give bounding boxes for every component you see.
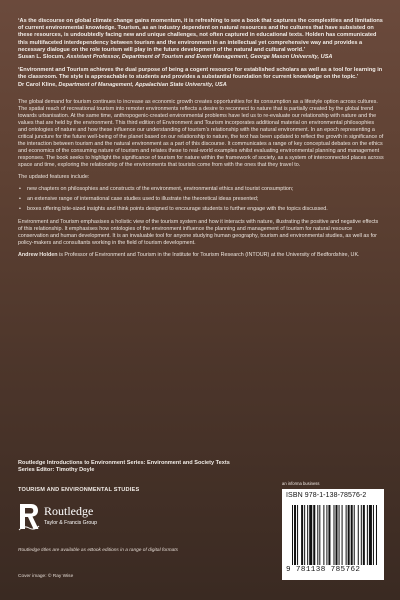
- barcode-bar: [328, 505, 330, 565]
- barcode-bar: [358, 505, 359, 565]
- barcode-bar: [351, 505, 353, 565]
- informa-tagline: an informa business: [282, 481, 320, 486]
- reviewer-role: Assistant Professor, Department of Tourism and Event Management, George Mason University, USA: [66, 54, 333, 61]
- barcode-image: [292, 505, 378, 565]
- barcode-bar: [339, 505, 340, 565]
- barcode-bar: [376, 505, 377, 565]
- barcode-bar: [307, 505, 308, 565]
- blurb-paragraph-2: Environment and Tourism emphasises a holistic view of the tourism system and how it interacts with nature, illustrating the positive and negative effects of this relationship. It emphasises how ontologies of the environment influence the planning and management of tourism for natural resource conservation and human development. It is an invaluable tool for anyone studying human geography, tourism and environmental studies, as well as for policy-makers and consultants working in the field of tourism development.: [18, 218, 379, 246]
- barcode-bar: [361, 505, 362, 565]
- subject-category: TOURISM AND ENVIRONMENTAL STUDIES: [18, 487, 140, 493]
- list-item: • new chapters on philosophies and constructs of the environment, environmental ethics and tourist consumption;: [27, 186, 384, 193]
- barcode-bar: [301, 505, 303, 565]
- isbn-panel: [282, 489, 384, 580]
- barcode-bar: [294, 505, 296, 565]
- barcode-area: [282, 481, 384, 580]
- ebook-note: Routledge titles are available as eBook editions in a range of digital formats: [18, 548, 178, 553]
- review-quote-text: ‘Environment and Tourism achieves the dual purpose of being a cogent resource for established scholars as well as a tool for learning in the classroom. The style is approachable to students and provides a substantial foundation for current knowledge on the topic.’: [18, 67, 383, 81]
- barcode-bar: [348, 505, 350, 565]
- blurb-paragraph-1: The global demand for tourism continues to increase as economic growth creates opportunities for its consumption as a lifestyle option across cultures. The spatial reach of recreational tourism into remoter environments reflects a desire to reconnect to nature that is partially created by the global trend towards urbanisation. At the same time, anthropogenic-created environmental problems have led us to re-evaluate our relationship with nature and the values that are held by the environment. This third edition of Environment and Tourism incorporates additional material on environmental philosophies and ontologies of nature and how these influence our understanding of tourism’s relationship with the natural environment. In an epoch representing a critical juncture for the future well-being of the planet based on our relationship to nature, the text has been updated to reflect the growth in significance of the interaction between tourism and the natural environment as a part of this discourse. It communicates a range of key conceptual debates on the ethics and economics of the consuming nature of tourism and relates these to real-world examples whilst evaluating environmental planning and management responses. The book seeks to highlight the significance of tourism for nature within the framework of society, as a system of interconnected places across space and time, exploring the relationship of the environments that tourists come from with the ones that they travel to.: [18, 98, 384, 168]
- barcode-bar: [342, 505, 343, 565]
- series-editor: Series Editor: Timothy Doyle: [18, 467, 95, 474]
- blurb: [18, 99, 384, 259]
- barcode-bar: [323, 505, 324, 565]
- barcode-bar: [319, 505, 320, 565]
- review-quote-1: [18, 18, 384, 61]
- reviewer-name: Susan L. Slocum,: [18, 54, 65, 61]
- barcode-bar: [317, 505, 318, 565]
- reviewer-name: Dr Carol Kline,: [18, 81, 57, 88]
- list-item: • an extensive range of international case studies used to illustrate the theoretical ideas presented;: [27, 196, 384, 203]
- review-quote-2: [18, 67, 384, 89]
- review-quote-text: ‘As the discourse on global climate change gains momentum, it is refreshing to see a book that captures the complexities and limitations of current environmental knowledge. Tourism, as an industry dependent on natural resources and the cultures that have subsisted on these resources, is undoubtedly facing new and unique challenges, not often captured in educational texts. Holden has communicated this multifaceted interdependency between tourism and the environment in an intellectual yet comprehensive way and provides a necessary dialogue on the role tourism will play in the future development of the natural and cultural world.’: [18, 18, 383, 53]
- publisher-logo: [18, 503, 138, 537]
- barcode-bar: [373, 505, 374, 565]
- series-info: [18, 460, 384, 474]
- features-intro: The updated features include:: [18, 173, 90, 180]
- barcode-bar: [292, 505, 293, 565]
- barcode-bar: [304, 505, 305, 565]
- publisher-group: Taylor & Francis Group: [44, 520, 98, 526]
- barcode-digits: 9 781138 785762: [286, 566, 361, 574]
- barcode-bar: [346, 505, 347, 565]
- author-bio: [18, 252, 384, 259]
- barcode-bar: [297, 505, 298, 565]
- barcode-bar: [363, 505, 365, 565]
- review-attribution: [18, 82, 384, 89]
- barcode-bar: [333, 505, 334, 565]
- cover-credit: Cover image: © Ray Wise: [18, 574, 74, 579]
- series-title: Routledge Introductions to Environment Series: Environment and Society Texts: [18, 460, 230, 466]
- text-column: [18, 18, 384, 264]
- review-attribution: [18, 54, 384, 61]
- list-item: • boxes offering bite-sized insights and think points designed to encourage students to further engage with the topics discussed.: [27, 206, 384, 213]
- barcode-bar: [309, 505, 312, 565]
- author-name: Andrew Holden: [18, 251, 58, 258]
- barcode-bar: [313, 505, 315, 565]
- publisher-name: Routledge: [44, 504, 94, 518]
- barcode-bar: [367, 505, 368, 565]
- author-bio-text: is Professor of Environment and Tourism in the Institute for Tourism Research (INTOUR) at the University of Bedfordshire, UK.: [57, 251, 360, 258]
- features-list: [18, 186, 384, 213]
- barcode-bar: [369, 505, 372, 565]
- barcode-bar: [336, 505, 338, 565]
- reviewer-role: Department of Management, Appalachian State University, USA: [58, 81, 227, 88]
- barcode-bar: [354, 505, 355, 565]
- barcode-bar: [326, 505, 327, 565]
- isbn-number: ISBN 978-1-138-78576-2: [286, 492, 367, 499]
- routledge-r-icon: [18, 503, 40, 531]
